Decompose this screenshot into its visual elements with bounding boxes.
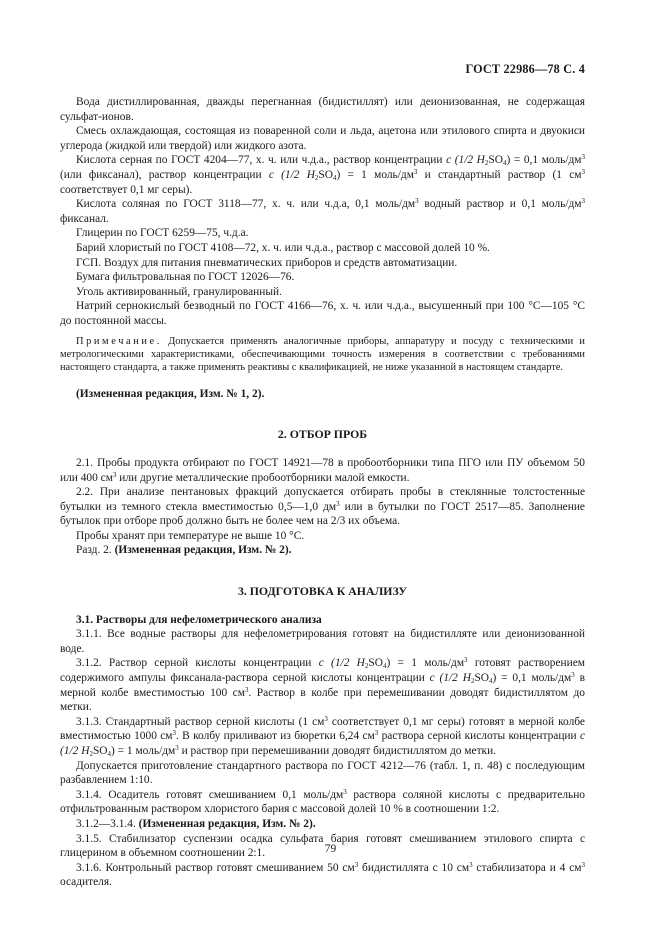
paragraph-3-1-3: 3.1.3. Стандартный раствор серной кислоты (1 $см^3$ соответствует 0,1 мг серы) готовят в мерной колбе вместимостью 1000 $см^3$. В колбу приливают из бюретки 6,24 $см^3$ раствора серной кислоты концентрации с (1/2 $H_2SO_4) = 1$ моль/$дм^3$ и раствор при перемешивании доводят бидистиллятом до метки.: [60, 714, 585, 758]
reagent-hydrochloric-acid: Кислота соляная по ГОСТ 3118—77, х. ч. или ч.д.а, 0,1 моль/$дм^3$ водный раствор и 0,1 моль/$дм^3$ фиксанал.: [60, 197, 586, 225]
paragraph-3-1-6: 3.1.6. Контрольный раствор готовят смешиванием 50 $см^3$ бидистиллята с 10 $см^3$ стабилизатора и 4 $см^3$ осадителя.: [60, 860, 586, 889]
reagent-water: Вода дистиллированная, дважды перегнанная (бидистиллят) или деионизованная, не содержащая сульфат-ионов.: [60, 96, 585, 123]
amendment-note-2: Разд. 2. (Измененная редакция, Изм. № 2).: [76, 544, 292, 557]
paragraph-2-1: 2.1. Пробы продукта отбирают по ГОСТ 14921—78 в пробоотборники типа ПГО или ПУ объемом 50 или 400 $см^3$ или другие металлические пробоотборники малой емкости.: [60, 456, 585, 484]
document-page: [60, 0, 585, 936]
reagent-barium-chloride: Барий хлористый по ГОСТ 4108—72, х. ч. или ч.д.а., раствор с массовой долей 10 %.: [76, 241, 490, 254]
reagent-filter-paper: Бумага фильтровальная по ГОСТ 12026—76.: [76, 271, 295, 284]
page-header: ГОСТ 22986—78 С. 4: [465, 62, 585, 76]
note-label: Примечание.: [76, 335, 162, 347]
amendment-note-3: 3.1.2—3.1.4. (Измененная редакция, Изм. № 2).: [76, 817, 316, 830]
reagent-sulfuric-acid: Кислота серная по ГОСТ 4204—77, х. ч. или ч.д.а., раствор концентрации с (1/2 $H_2SO_4) = 0,1$ моль/$дм^3$ (или фиксанал), раствор концентрации с (1/2 $H_2SO_4) = 1$ моль/$дм^3$ и стандартный раствор (1 $см^3$ соответствует 0,1 мг серы).: [60, 153, 585, 196]
note-paragraph: Примечание. Допускается применять аналогичные приборы, аппаратуру и посуду с техническими и метрологическими характеристиками, обеспечивающими точность измерения в соответствии с требованиями настоящего стандарта, а также применять реактивы с квалификацией, не ниже указанной в настоящем стандарте.: [60, 335, 585, 374]
paragraph-2-2: 2.2. При анализе пентановых фракций допускается отбирать пробы в стеклянные толстостенные бутылки из темного стекла вместимостью 0,5—1,0 $дм^3$ или в бутылки по ГОСТ 2517—85. Заполнение бутылок при отборе проб должно быть не более чем на 2/3 их объема.: [60, 486, 585, 528]
paragraph-3-1-5: 3.1.5. Стабилизатор суспензии осадка сульфата бария готовят смешиванием этилового спирта с глицерином в объемном соотношении 2:1.: [60, 832, 585, 860]
page-number: 79: [324, 843, 337, 855]
section-2-heading: 2. ОТБОР ПРОБ: [277, 427, 368, 442]
paragraph-3-1-3-alternative: Допускается приготовление стандартного раствора по ГОСТ 4212—76 (табл. 1, п. 48) с последующим разбавлением 1:10.: [60, 759, 585, 787]
document-body: [60, 95, 585, 890]
reagent-glycerin: Глицерин по ГОСТ 6259—75, ч.д.а.: [76, 227, 249, 240]
section-3-heading: 3. ПОДГОТОВКА К АНАЛИЗУ: [237, 584, 408, 599]
reagent-sodium-sulfate: Натрий сернокислый безводный по ГОСТ 4166—76, х. ч. или ч.д.а., высушенный при 100 °С—105 °С до постоянной массы.: [60, 300, 585, 327]
reagent-activated-carbon: Уголь активированный, гранулированный.: [76, 285, 282, 298]
paragraph-2-storage: Пробы хранят при температуре не выше 10 °С.: [76, 529, 305, 542]
subsection-3-1-title: 3.1. Растворы для нефелометрического анализа: [76, 613, 322, 626]
reagent-cooling-mix: Смесь охлаждающая, состоящая из поваренной соли и льда, ацетона или этилового спирта и двуокиси углерода (жидкой или твердой) или жидкого азота.: [60, 125, 585, 152]
paragraph-3-1-4: 3.1.4. Осадитель готовят смешиванием 0,1 моль/$дм^3$ раствора соляной кислоты с предварительно отфильтрованным раствором хлористого бария с массовой долей 10 % в соотношении 1:2.: [60, 787, 585, 816]
paragraph-3-1-2: 3.1.2. Раствор серной кислоты концентрации с (1/2 $H_2SO_4) = 1$ моль/$дм^3$ готовят растворением содержимого ампулы фиксанала-раствора серной кислоты концентрации с (1/2 $H_2SO_4) = 0,1$ моль/$дм^3$ в мерной колбе вместимостью 100 $см^3$. Раствор в колбе при перемешивании доводят бидистиллятом до метки.: [60, 656, 586, 714]
paragraph-3-1-1: 3.1.1. Все водные растворы для нефелометрирования готовят на бидистилляте или деионизованной воде.: [60, 628, 585, 655]
amendment-note-1: (Измененная редакция, Изм. № 1, 2).: [76, 387, 265, 400]
reagent-gsp-air: ГСП. Воздух для питания пневматических приборов и средств автоматизации.: [76, 256, 458, 269]
